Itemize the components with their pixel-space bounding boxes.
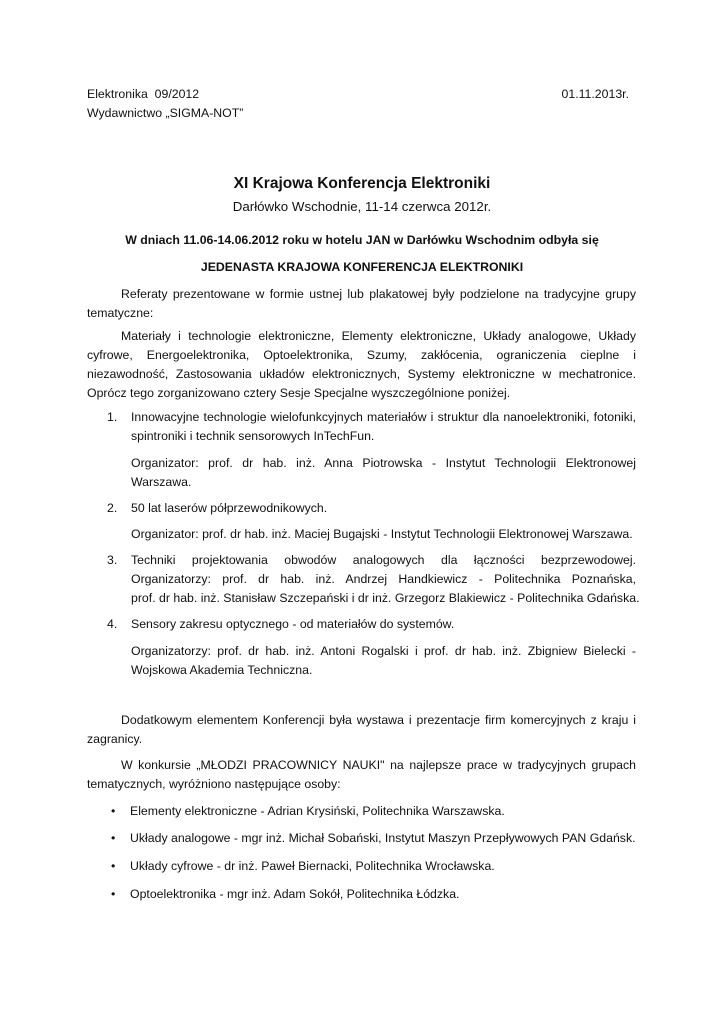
publisher: Wydawnictwo „SIGMA-NOT” <box>87 106 244 120</box>
award-text: Elementy elektroniczne - Adrian Krysiński, Politechnika Warszawska. <box>130 804 505 818</box>
session-organizer: Organizatorzy: prof. dr hab. inż. Antoni Rogalski i prof. dr hab. inż. Zbigniew Bielecki - Wojskowa Akademia Techniczna. <box>131 644 636 677</box>
conference-name: JEDENASTA KRAJOWA KONFERENCJA ELEKTRONIKI <box>200 260 524 274</box>
award-text: Optoelektronika - mgr inż. Adam Sokół, Politechnika Łódzka. <box>130 887 460 901</box>
paragraph-exhibition: Dodatkowym elementem Konferencji była wystawa i prezentacje firm komercyjnych z kraju i zagranicy. <box>87 713 636 746</box>
session-number: 1. <box>107 410 118 424</box>
paragraph-topics-intro: Referaty prezentowane w formie ustnej lub plakatowej były podzielone na tradycyjne grupy tematyczne: <box>87 287 636 320</box>
session-organizer: Organizator: prof. dr hab. inż. Maciej Bugajski - Instytut Technologii Elektronowej Warszawa. <box>131 527 633 541</box>
award-text: Układy cyfrowe - dr inż. Paweł Biernacki, Politechnika Wrocławska. <box>130 859 495 873</box>
journal-issue: Elektronika 09/2012 <box>87 87 200 101</box>
page-title: XI Krajowa Konferencja Elektroniki <box>233 175 491 192</box>
session-organizer-line1: Organizatorzy: prof. dr hab. inż. Andrzej Handkiewicz - Politechnika Poznańska, <box>131 572 636 586</box>
session-number: 2. <box>107 501 118 515</box>
header-left <box>87 85 243 123</box>
session-organizer-line2: prof. dr hab. inż. Stanisław Szczepański i dr inż. Grzegorz Blakiewicz - Politechnika Gdańska. <box>131 591 640 605</box>
award-text: Układy analogowe - mgr inż. Michał Sobański, Instytut Maszyn Przepływowych PAN Gdańsk. <box>130 831 636 845</box>
session-number: 3. <box>107 553 118 567</box>
session-title: Sensory zakresu optycznego - od materiałów do systemów. <box>131 617 455 631</box>
bullet-icon: • <box>111 887 116 901</box>
bullet-icon: • <box>111 831 116 845</box>
bullet-icon: • <box>111 859 116 873</box>
intro-line: W dniach 11.06-14.06.2012 roku w hotelu JAN w Darłówku Wschodnim odbyła się <box>125 233 599 247</box>
document-date: 01.11.2013r. <box>561 87 629 101</box>
session-title: Innowacyjne technologie wielofunkcyjnych materiałów i struktur dla nanoelektroniki, fotoniki, spintroniki i technik sensorowych InTechFun. <box>131 410 636 443</box>
session-number: 4. <box>107 617 118 631</box>
session-organizer: Organizator: prof. dr hab. inż. Anna Piotrowska - Instytut Technologii Elektronowej Warszawa. <box>131 456 636 489</box>
session-title: Techniki projektowania obwodów analogowych dla łączności bezprzewodowej. <box>131 553 636 567</box>
bullet-icon: • <box>111 804 116 818</box>
paragraph-topics-list: Materiały i technologie elektroniczne, Elementy elektroniczne, Układy analogowe, Układy cyfrowe, Energoelektronika, Optoelektronika, Szumy, zakłócenia, ograniczenia cieplne i niezawodność, Zastosowania układów elektronicznych, Systemy elektroniczne w mechatronice. Oprócz tego zorganizowano cztery Sesje Specjalne wyszczególnione poniżej. <box>87 329 636 400</box>
session-title: 50 lat laserów półprzewodnikowych. <box>131 501 328 515</box>
page-subtitle: Darłówko Wschodnie, 11-14 czerwca 2012r. <box>232 199 492 214</box>
paragraph-competition: W konkursie „MŁODZI PRACOWNICY NAUKI" na najlepsze prace w tradycyjnych grupach tematycznych, wyróżniono następujące osoby: <box>87 758 636 791</box>
